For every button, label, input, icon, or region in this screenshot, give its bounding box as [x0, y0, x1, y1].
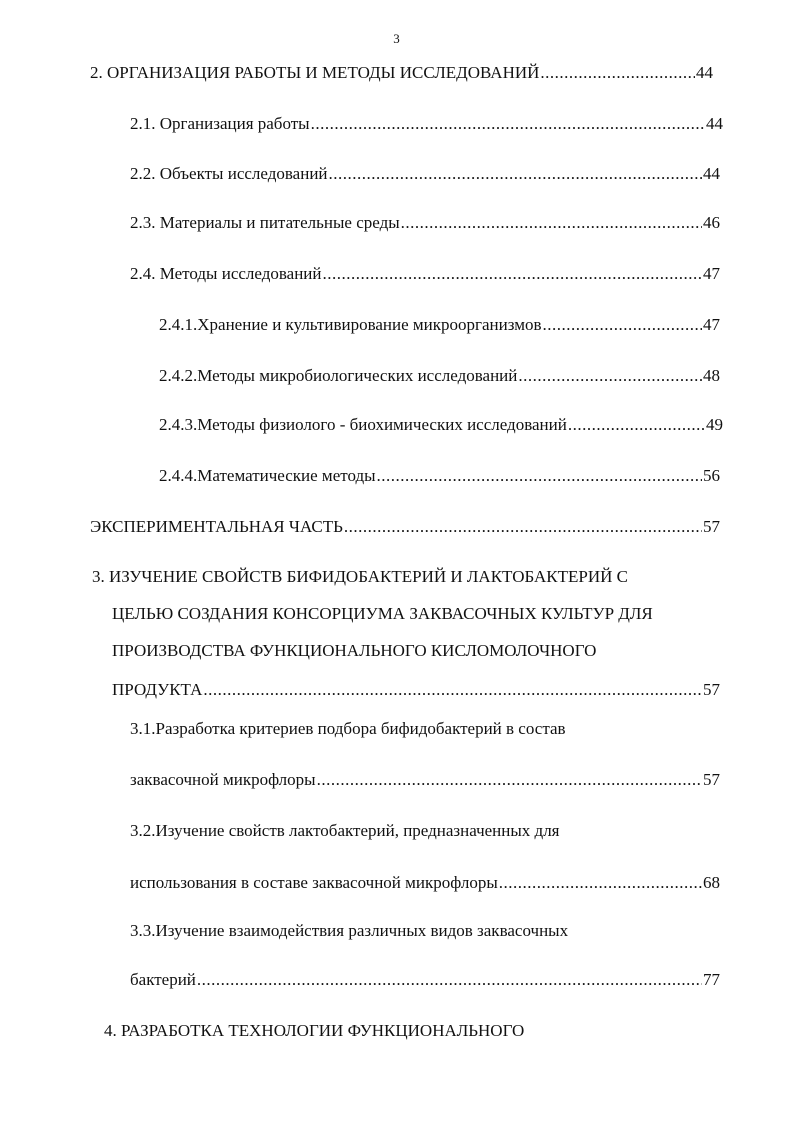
toc-entry-title: 2.3. Материалы и питательные среды — [130, 213, 400, 232]
toc-entry-page: 46 — [703, 213, 720, 232]
toc-entry-3-3-line1: 3.3.Изучение взаимодействия различных видов заквасочных — [130, 921, 569, 940]
dot-leader — [311, 112, 705, 136]
toc-entry-3-1-line2 — [130, 768, 720, 792]
dot-leader — [401, 211, 702, 235]
dot-leader — [568, 413, 705, 437]
toc-entry-page: 57 — [703, 517, 720, 536]
dot-leader — [197, 968, 702, 992]
dot-leader — [344, 515, 702, 539]
toc-entry-title: ЭКСПЕРИМЕНТАЛЬНАЯ ЧАСТЬ — [90, 517, 343, 536]
toc-entry-2-1 — [130, 112, 723, 136]
toc-entry-page: 77 — [703, 970, 720, 989]
toc-entry-2-4-4 — [159, 464, 720, 488]
toc-entry-title: 2.4.4.Математические методы — [159, 466, 376, 485]
toc-entry-ch4-line1: 4. РАЗРАБОТКА ТЕХНОЛОГИИ ФУНКЦИОНАЛЬНОГО — [104, 1021, 525, 1040]
toc-entry-page: 57 — [703, 680, 720, 699]
toc-entry-page: 49 — [706, 415, 723, 434]
toc-entry-page: 44 — [696, 63, 713, 82]
toc-entry-title: 2.4.1.Хранение и культивирование микроорганизмов — [159, 315, 542, 334]
toc-entry-2-4-2 — [159, 364, 720, 388]
dot-leader — [518, 364, 702, 388]
toc-entry-title: использования в составе заквасочной микрофлоры — [130, 873, 498, 892]
toc-entry-page: 44 — [703, 164, 720, 183]
toc-entry-ch2 — [90, 61, 713, 85]
toc-entry-2-3 — [130, 211, 720, 235]
dot-leader — [323, 262, 702, 286]
toc-entry-ch3-line2: ЦЕЛЬЮ СОЗДАНИЯ КОНСОРЦИУМА ЗАКВАСОЧНЫХ КУЛЬТУР ДЛЯ — [112, 604, 653, 623]
toc-entry-3-2-line2 — [130, 871, 720, 895]
dot-leader — [317, 768, 702, 792]
toc-entry-title: ПРОДУКТА — [112, 680, 203, 699]
page-number: 3 — [393, 31, 400, 46]
toc-entry-page: 56 — [703, 466, 720, 485]
toc-entry-title: 2.1. Организация работы — [130, 114, 310, 133]
dot-leader — [499, 871, 702, 895]
toc-entry-title: 2.4. Методы исследований — [130, 264, 322, 283]
toc-entry-title: 2.2. Объекты исследований — [130, 164, 328, 183]
toc-entry-3-2-line1: 3.2.Изучение свойств лактобактерий, предназначенных для — [130, 821, 560, 840]
toc-entry-page: 47 — [703, 264, 720, 283]
toc-entry-page: 47 — [703, 315, 720, 334]
toc-entry-2-2 — [130, 162, 720, 186]
toc-entry-ch3-line1: 3. ИЗУЧЕНИЕ СВОЙСТВ БИФИДОБАКТЕРИЙ И ЛАКТОБАКТЕРИЙ С — [92, 567, 628, 586]
toc-entry-2-4-1 — [159, 313, 720, 337]
toc-entry-ch3-line3: ПРОИЗВОДСТВА ФУНКЦИОНАЛЬНОГО КИСЛОМОЛОЧНОГО — [112, 641, 597, 660]
toc-entry-3-3-line2 — [130, 968, 720, 992]
toc-entry-page: 57 — [703, 770, 720, 789]
toc-entry-2-4-3 — [159, 413, 723, 437]
toc-entry-page: 68 — [703, 873, 720, 892]
toc-entry-page: 44 — [706, 114, 723, 133]
toc-entry-3-1-line1: 3.1.Разработка критериев подбора бифидобактерий в состав — [130, 719, 566, 738]
dot-leader — [329, 162, 702, 186]
toc-entry-2-4 — [130, 262, 720, 286]
toc-entry-title: 2. ОРГАНИЗАЦИЯ РАБОТЫ И МЕТОДЫ ИССЛЕДОВАНИЙ — [90, 63, 540, 82]
toc-entry-title: заквасочной микрофлоры — [130, 770, 316, 789]
toc-entry-title: 2.4.3.Методы физиолого - биохимических исследований — [159, 415, 567, 434]
toc-entry-title: бактерий — [130, 970, 196, 989]
toc-entry-title: 2.4.2.Методы микробиологических исследований — [159, 366, 518, 385]
dot-leader — [540, 61, 695, 85]
dot-leader — [543, 313, 703, 337]
toc-entry-ch3-line4 — [112, 678, 720, 702]
toc-entry-page: 48 — [703, 366, 720, 385]
toc-entry-experimental — [90, 515, 720, 539]
dot-leader — [203, 678, 702, 702]
dot-leader — [377, 464, 702, 488]
